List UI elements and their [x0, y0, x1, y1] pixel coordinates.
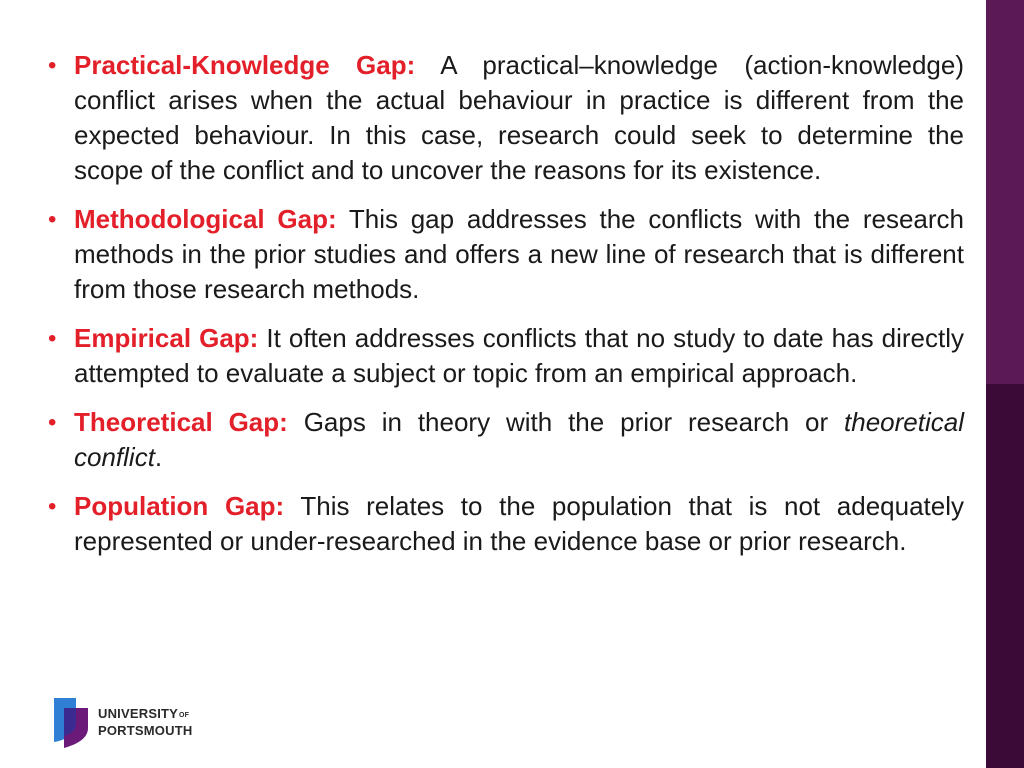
- bullet-icon: •: [48, 325, 57, 352]
- term-label: Theoretical Gap:: [74, 407, 288, 437]
- item-description: It often addresses conflicts that no study to date has directly attempted to evaluate a subject or topic from an empirical approach.: [74, 323, 964, 388]
- logo-wordmark: [98, 706, 192, 738]
- item-description-tail: .: [154, 442, 163, 472]
- university-logo: [52, 694, 212, 750]
- bullet-icon: •: [48, 52, 57, 79]
- item-description: Gaps in theory with the prior research or: [287, 407, 845, 437]
- bullet-icon: •: [48, 206, 57, 233]
- logo-line-1: UNIVERSITYOF: [98, 706, 190, 721]
- university-shield-icon: [52, 694, 92, 750]
- list-item-population-gap: [48, 489, 964, 559]
- list-item-empirical-gap: [48, 321, 964, 391]
- gap-list: [48, 48, 964, 559]
- term-label: Population Gap:: [74, 491, 285, 521]
- list-item-theoretical-gap: [48, 405, 964, 475]
- bullet-icon: •: [48, 409, 57, 436]
- item-description: A practical–knowledge (action-knowledge) conflict arises when the actual behaviour in practice is different from the expected behaviour. In this case, research could seek to determine the scope of the conflict and to uncover the reasons for its existence.: [74, 50, 964, 185]
- term-label: Empirical Gap:: [74, 323, 259, 353]
- sidebar-decoration-top: [986, 0, 1024, 384]
- bullet-icon: •: [48, 493, 57, 520]
- item-description: This relates to the population that is not adequately represented or under-researched in the evidence base or prior research.: [74, 491, 964, 556]
- term-label: Methodological Gap:: [74, 204, 337, 234]
- list-item-practical-knowledge-gap: [48, 48, 964, 188]
- item-description-italic: theoretical conflict: [74, 407, 964, 472]
- term-label: Practical-Knowledge Gap:: [74, 50, 416, 80]
- logo-line-2: PORTSMOUTH: [98, 723, 193, 738]
- list-item-methodological-gap: [48, 202, 964, 307]
- item-description: This gap addresses the conflicts with the research methods in the prior studies and offers a new line of research that is different from those research methods.: [74, 204, 964, 304]
- sidebar-decoration-bottom: [986, 384, 1024, 768]
- slide-content: [48, 48, 964, 573]
